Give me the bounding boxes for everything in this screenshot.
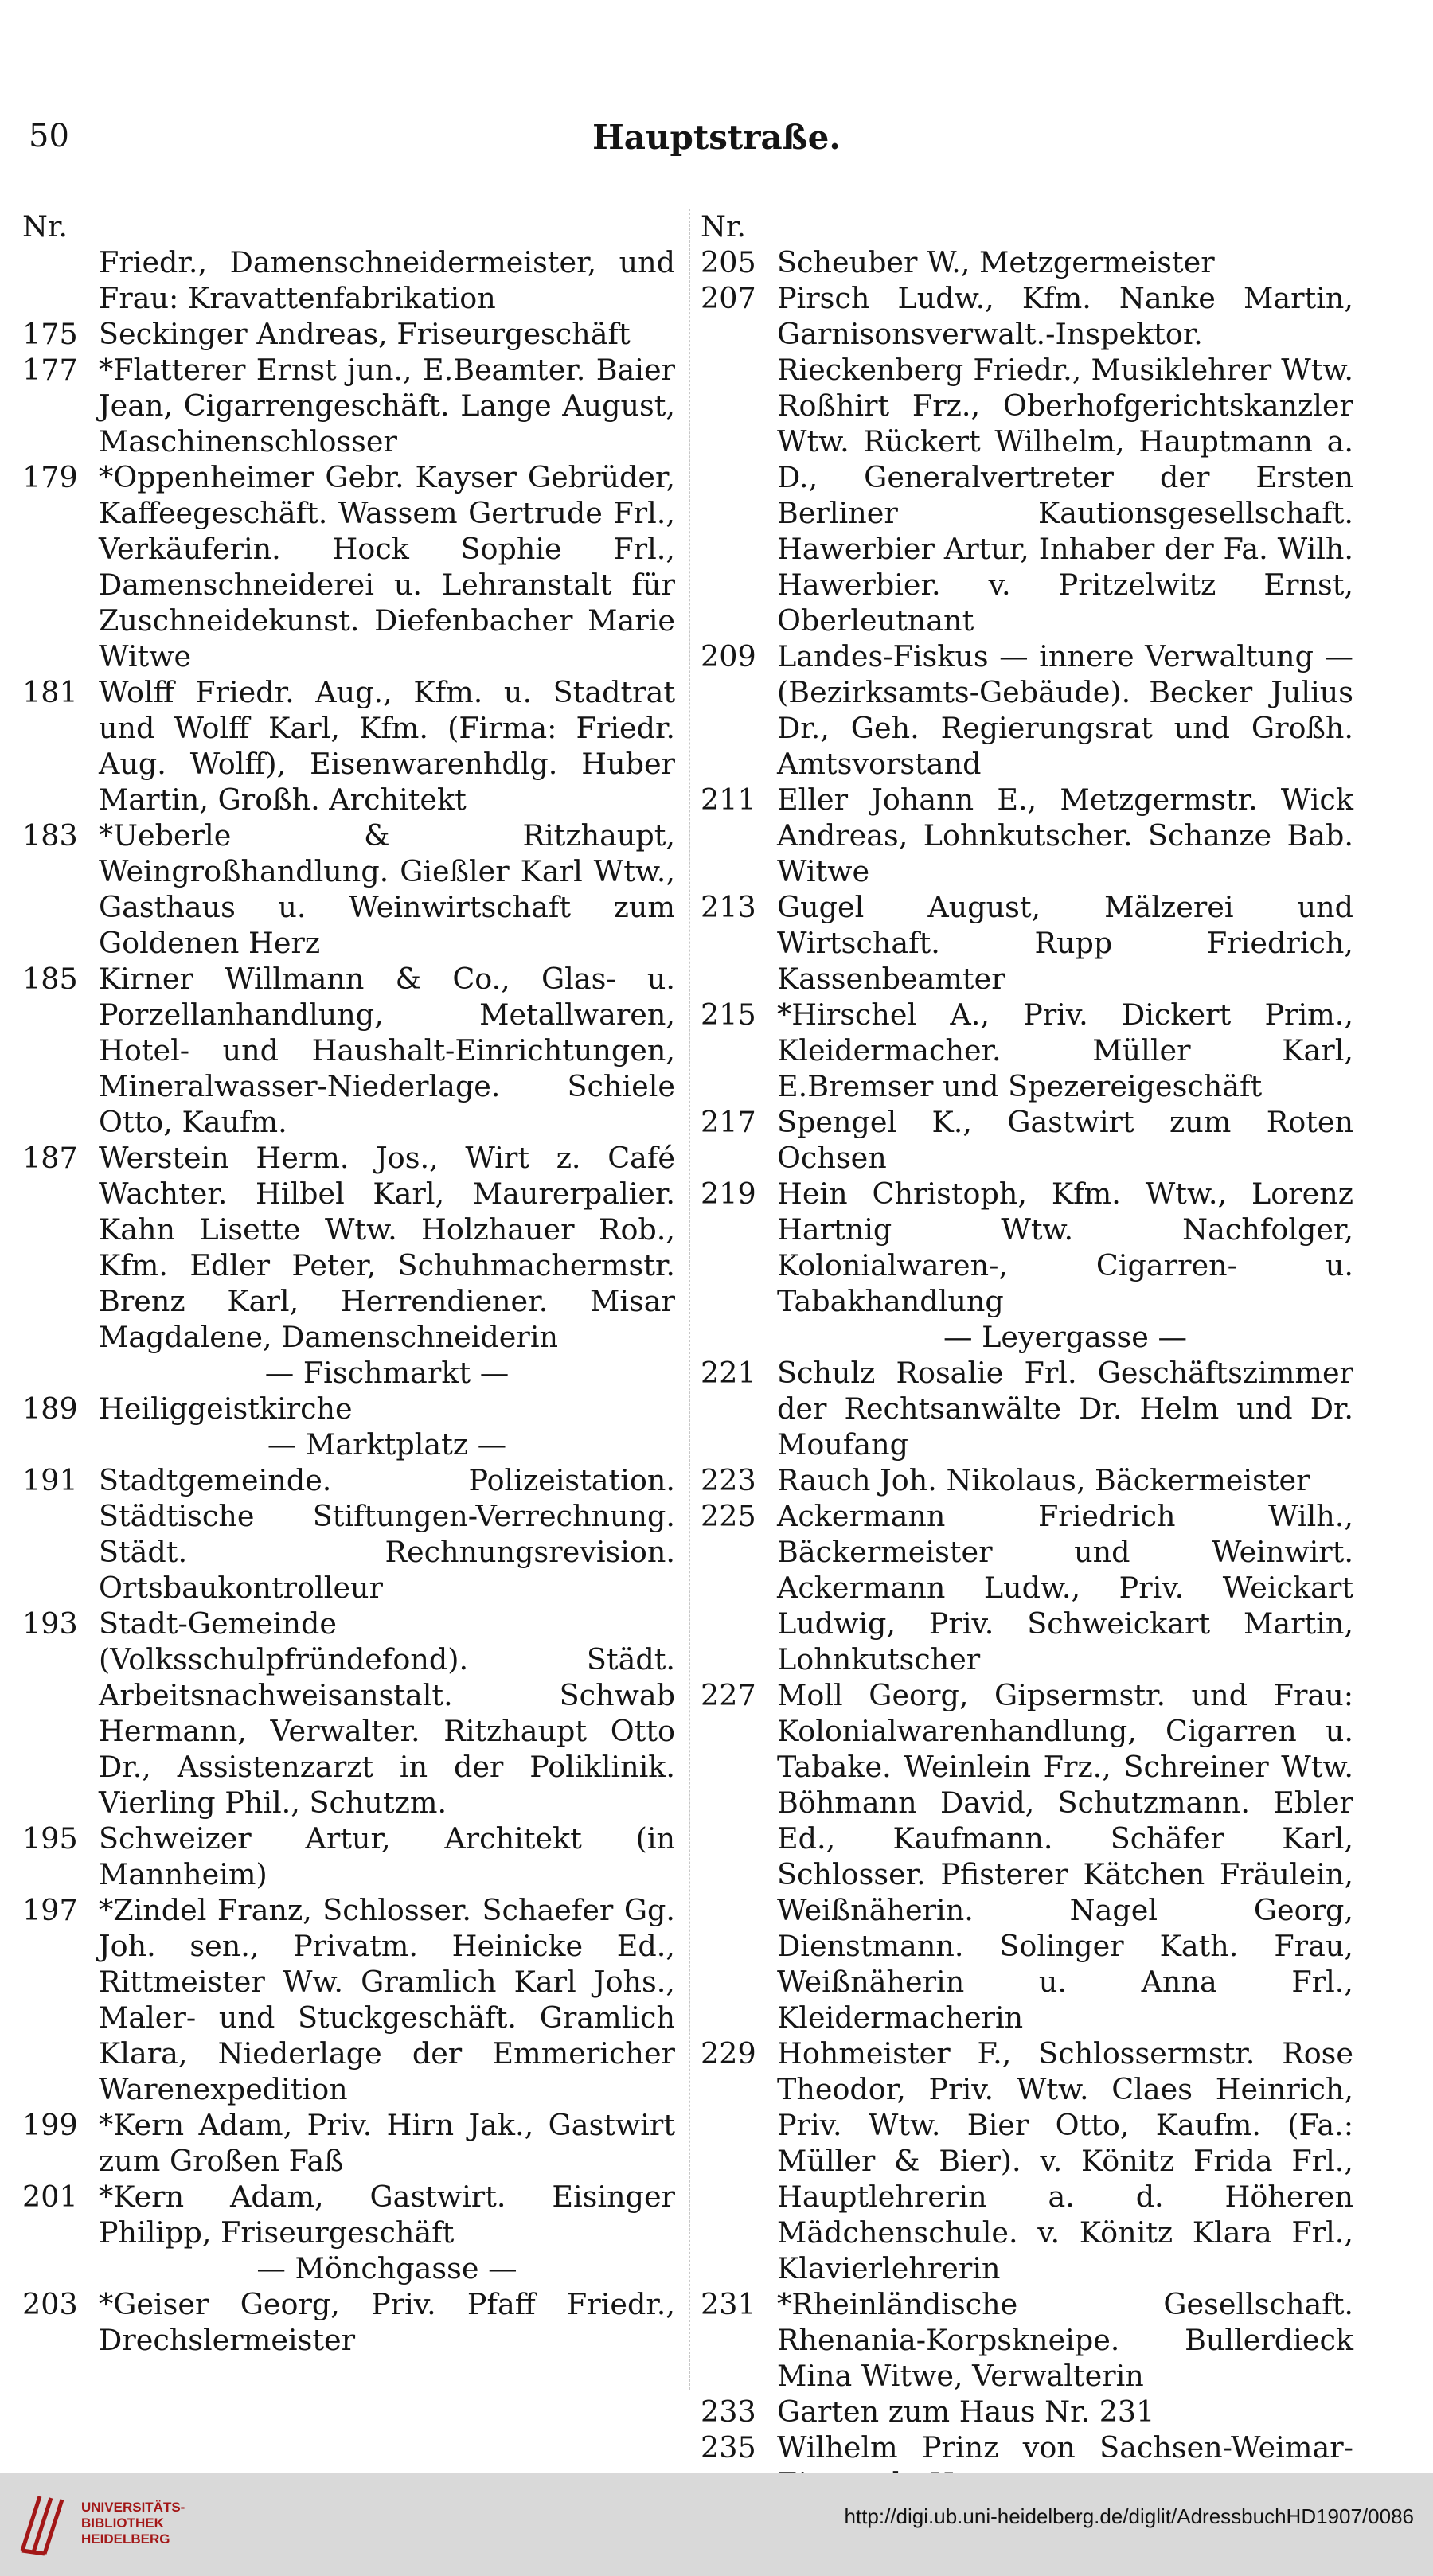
address-entry (22, 1140, 675, 1355)
house-number (22, 244, 99, 316)
house-number: 205 (701, 245, 756, 279)
address-entry (22, 1892, 675, 2107)
house-number: 229 (701, 2036, 756, 2071)
address-entry (701, 244, 1353, 280)
entry-text: Werstein Herm. Jos., Wirt z. Café Wachter. Hilbel Karl, Maurerpalier. Kahn Lisette Wtw. Holzhauer Rob., Kfm. Edler Peter, Schuhmachermstr. Brenz Karl, Herrendiener. Misar Magdalene, Damenschneiderin (99, 1141, 675, 1354)
street-section-heading: — Mönchgasse — (256, 2251, 517, 2285)
house-number: 217 (701, 1105, 756, 1139)
nr-label: Nr. (701, 209, 746, 244)
house-number: 183 (22, 818, 78, 853)
address-entry (701, 2286, 1353, 2394)
entry-text: Hein Christoph, Kfm. Wtw., Lorenz Hartnig Wtw. Nachfolger, Kolonialwaren-, Cigarren- u. Tabakhandlung (777, 1177, 1353, 1318)
nr-label: Nr. (22, 209, 68, 244)
library-name-line: BIBLIOTHEK (81, 2516, 164, 2531)
address-entry (701, 638, 1353, 782)
left-entries (22, 244, 675, 2358)
entry-text: *Rheinländische Gesellschaft. Rhenania-Korpskneipe. Bullerdieck Mina Witwe, Verwalterin (777, 2287, 1353, 2393)
house-number: 189 (22, 1391, 78, 1426)
street-section-heading: — Leyergasse — (943, 1320, 1187, 1354)
entry-text: Schulz Rosalie Frl. Geschäftszimmer der Rechtsanwälte Dr. Helm und Dr. Moufang (777, 1356, 1353, 1462)
address-entry (22, 244, 675, 316)
entry-text: Eller Johann E., Metzgermstr. Wick Andreas, Lohnkutscher. Schanze Bab. Witwe (777, 783, 1353, 888)
address-entry (701, 1498, 1353, 1677)
house-number: 233 (701, 2395, 756, 2429)
address-entry (22, 961, 675, 1140)
entry-text: Hohmeister F., Schlossermstr. Rose Theodor, Priv. Wtw. Claes Heinrich, Priv. Wtw. Bier Otto, Kaufm. (Fa.: Müller & Bier). v. Könitz Frida Frl., Hauptlehrerin a. d. Höheren Mädchenschule. v. Könitz Klara Frl., Klavierlehrerin (777, 2036, 1353, 2285)
entry-text: *Kern Adam, Priv. Hirn Jak., Gastwirt zum Großen Faß (99, 2108, 675, 2178)
entry-text: Ackermann Friedrich Wilh., Bäckermeister und Weinwirt. Ackermann Ludw., Priv. Weickart Ludwig, Priv. Schweickart Martin, Lohnkutscher (777, 1499, 1353, 1676)
entry-text: Gugel August, Mälzerei und Wirtschaft. Rupp Friedrich, Kassenbeamter (777, 890, 1353, 996)
house-number: 211 (701, 783, 756, 817)
address-entry (22, 674, 675, 818)
house-number: 175 (22, 317, 78, 351)
entry-text: Seckinger Andreas, Friseurgeschäft (99, 317, 631, 351)
address-entry (22, 459, 675, 674)
university-logo-icon (16, 2487, 75, 2558)
address-entry (701, 782, 1353, 889)
house-number: 187 (22, 1141, 78, 1175)
entry-text: Stadtgemeinde. Polizeistation. Städtische Stiftungen-Verrechnung. Städt. Rechnungsrevision. Ortsbaukontrolleur (99, 1463, 675, 1605)
entry-text: *Zindel Franz, Schlosser. Schaefer Gg. Joh. sen., Privatm. Heinicke Ed., Rittmeister Ww. Gramlich Karl Johs., Maler- und Stuckgeschäft. Gramlich Klara, Niederlage der Emmericher Warenexpedition (99, 1893, 675, 2106)
column-divider (689, 209, 690, 2390)
address-entry (701, 2035, 1353, 2286)
house-number: 179 (22, 460, 78, 494)
address-entry (22, 1462, 675, 1606)
address-entry (22, 1391, 675, 1427)
entry-text: Landes-Fiskus — innere Verwaltung — (Bezirksamts-Gebäude). Becker Julius Dr., Geh. Regierungsrat und Großh. Amtsvorstand (777, 639, 1353, 781)
house-number: 201 (22, 2180, 78, 2214)
house-number: 215 (701, 997, 756, 1032)
house-number: 219 (701, 1177, 756, 1211)
house-number: 193 (22, 1606, 78, 1641)
house-number: 235 (701, 2430, 756, 2465)
left-column (22, 209, 675, 2358)
library-name-line: HEIDELBERG (81, 2531, 170, 2547)
address-entry (22, 316, 675, 352)
entry-text: Wolff Friedr. Aug., Kfm. u. Stadtrat und Wolff Karl, Kfm. (Firma: Friedr. Aug. Wolff), Eisenwarenhdlg. Huber Martin, Großh. Architekt (99, 675, 675, 817)
entry-text: *Geiser Georg, Priv. Pfaff Friedr., Drechslermeister (99, 2287, 675, 2357)
address-entry (22, 2179, 675, 2250)
address-entry (701, 1677, 1353, 2035)
house-number: 195 (22, 1821, 78, 1856)
address-entry (701, 1462, 1353, 1498)
house-number: 199 (22, 2108, 78, 2142)
address-entry (701, 2394, 1353, 2430)
house-number: 181 (22, 675, 78, 709)
house-number: 185 (22, 962, 78, 996)
house-number: 227 (701, 1678, 756, 1712)
entry-text: Kirner Willmann & Co., Glas- u. Porzellanhandlung, Metallwaren, Hotel- und Haushalt-Einrichtungen, Mineralwasser-Niederlage. Schiele Otto, Kaufm. (99, 962, 675, 1139)
page-header (0, 118, 1433, 166)
house-number: 177 (22, 353, 78, 387)
address-entry (22, 1821, 675, 1892)
street-section-heading: — Fischmarkt — (264, 1356, 510, 1390)
street-section-heading: — Marktplatz — (267, 1427, 507, 1462)
entry-text: Wilhelm Prinz von Sachsen-Weimar- (777, 2430, 1353, 2465)
address-entry (701, 280, 1353, 638)
entry-text: *Hirschel A., Priv. Dickert Prim., Kleidermacher. Müller Karl, E.Bremser und Spezereigeschäft (777, 997, 1353, 1103)
house-number: 213 (701, 890, 756, 924)
address-entry (22, 352, 675, 459)
address-entry (22, 2286, 675, 2358)
entry-text: Garten zum Haus Nr. 231 (777, 2395, 1155, 2429)
address-entry (701, 1355, 1353, 1462)
address-entry (701, 1104, 1353, 1176)
house-number: 221 (701, 1356, 756, 1390)
house-number: 197 (22, 1893, 78, 1927)
entry-text: *Oppenheimer Gebr. Kayser Gebrüder, Kaffeegeschäft. Wassem Gertrude Frl., Verkäuferin. Hock Sophie Frl., Damenschneiderei u. Lehranstalt für Zuschneidekunst. Diefenbacher Marie Witwe (99, 460, 675, 673)
house-number: 207 (701, 281, 756, 315)
address-entry (701, 889, 1353, 997)
entry-text: Schweizer Artur, Architekt (in Mannheim) (99, 1821, 675, 1891)
library-name (81, 2500, 185, 2547)
entry-text: Moll Georg, Gipsermstr. und Frau: Kolonialwarenhandlung, Cigarren u. Tabake. Weinlein Frz., Schreiner Wtw. Böhmann David, Schutzmann. Ebler Ed., Kaufmann. Schäfer Karl, Schlosser. Pfisterer Kätchen Fräulein, Weißnäherin. Nagel Georg, Dienstmann. Solinger Kath. Frau, Weißnäherin u. Anna Frl., Kleidermacherin (777, 1678, 1353, 2035)
address-entry (22, 818, 675, 961)
address-entry (701, 1176, 1353, 1319)
house-number: 209 (701, 639, 756, 673)
house-number: 191 (22, 1463, 78, 1497)
entry-text: *Ueberle & Ritzhaupt, Weingroßhandlung. Gießler Karl Wtw., Gasthaus u. Weinwirtschaft zum Goldenen Herz (99, 818, 675, 960)
right-entries (701, 244, 1353, 2501)
house-number: 231 (701, 2287, 756, 2321)
house-number: 223 (701, 1463, 756, 1497)
library-name-line: UNIVERSITÄTS- (81, 2500, 185, 2515)
entry-text: Stadt-Gemeinde (Volksschulpfründefond). Städt. Arbeitsnachweisanstalt. Schwab Hermann, Verwalter. Ritzhaupt Otto Dr., Assistenzarzt in der Poliklinik. Vierling Phil., Schutzm. (99, 1606, 675, 1820)
address-entry (22, 1606, 675, 1821)
entry-text: Pirsch Ludw., Kfm. Nanke Martin, Garnisonsverwalt.-Inspektor. Rieckenberg Friedr., Musiklehrer Wtw. Roßhirt Frz., Oberhofgerichtskanzler Wtw. Rückert Wilhelm, Hauptmann a. D., Generalvertreter der Ersten Berliner Kautionsgesellschaft. Hawerbier Artur, Inhaber der Fa. Wilh. Hawerbier. v. Pritzelwitz Ernst, Oberleutnant (777, 281, 1353, 638)
entry-text: Scheuber W., Metzgermeister (777, 245, 1215, 279)
source-url[interactable]: http://digi.ub.uni-heidelberg.de/diglit/AdressbuchHD1907/0086 (844, 2504, 1414, 2528)
right-column (701, 209, 1353, 2501)
entry-text: Rauch Joh. Nikolaus, Bäckermeister (777, 1463, 1310, 1497)
entry-text: *Flatterer Ernst jun., E.Beamter. Baier Jean, Cigarrengeschäft. Lange August, Maschinenschlosser (99, 353, 675, 459)
entry-text: Friedr., Damenschneidermeister, und Frau: Kravattenfabrikation (99, 245, 675, 315)
house-number: 203 (22, 2287, 78, 2321)
page-title: Hauptstraße. (592, 118, 841, 157)
page-number: 50 (29, 118, 69, 154)
entry-text: *Kern Adam, Gastwirt. Eisinger Philipp, Friseurgeschäft (99, 2180, 675, 2250)
footer-bar (0, 2473, 1433, 2576)
entry-text: Spengel K., Gastwirt zum Roten Ochsen (777, 1105, 1353, 1175)
house-number: 225 (701, 1499, 756, 1533)
address-entry (701, 997, 1353, 1104)
entry-text: Heiliggeistkirche (99, 1391, 353, 1426)
address-entry (22, 2107, 675, 2179)
